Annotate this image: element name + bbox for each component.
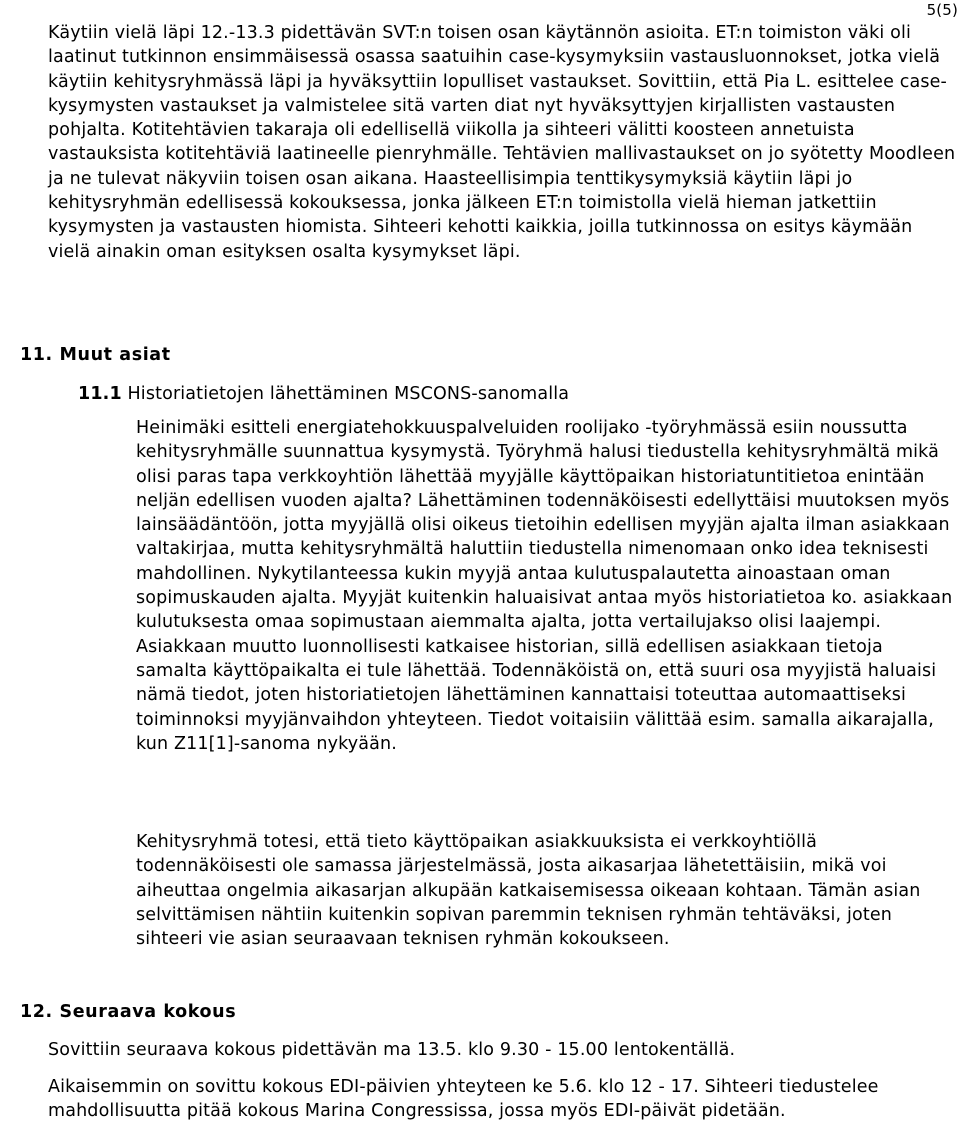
section-heading-seuraava-kokous: 12. Seuraava kokous <box>20 1002 237 1022</box>
edi-meeting-paragraph: Aikaisemmin on sovittu kokous EDI-päivien yhteyteen ke 5.6. klo 12 - 17. Sihteeri tiedustelee mahdollisuutta pitää kokous Marina Congressissa, jossa myös EDI-päivät pidetään. <box>48 1077 879 1122</box>
section-heading-muut-asiat: 11. Muut asiat <box>20 345 171 365</box>
intro-paragraph: Käytiin vielä läpi 12.-13.3 pidettävän SVT:n toisen osan käytännön asioita. ET:n toimiston väki oli laatinut tutkinnon ensimmäisessä osassa saatuihin case-kysymyksiin vastausluonnokset, jotka vielä käytiin kehitysryhmässä läpi ja hyväksyttiin lopulliset vastaukset. Sovittiin, että Pia L. esittelee case-kysymysten vastaukset ja valmistelee sitä varten diat nyt hyväksyttyjen kirjallisten vastausten pohjalta. Kotitehtävien takaraja oli edellisellä viikolla ja sihteeri välitti koosteen annetuista vastauksista kotitehtäviä laatineelle pienryhmälle. Tehtävien mallivastaukset on jo syötetty Moodleen ja ne tulevat näkyviin toisen osan aikana. Haasteellisimpia tenttikysymyksiä käytiin läpi jo kehitysryhmän edellisessä kokouksessa, jonka jälkeen ET:n toimistolla vielä hieman jatkettiin kysymysten ja vastausten hiomista. Sihteeri kehotti kaikkia, joilla tutkinnossa on esitys käymään vielä ainakin oman esityksen osalta kysymykset läpi. <box>48 23 956 262</box>
subsection-heading-historiatietojen <box>78 382 569 406</box>
page-number: 5(5) <box>926 1 958 19</box>
subsection-paragraph-1: Heinimäki esitteli energiatehokkuuspalveluiden roolijako -työryhmässä esiin noussutta kehitysryhmälle suunnattua kysymystä. Työryhmä halusi tiedustella kehitysryhmältä mikä olisi paras tapa verkkoyhtiön lähettää myyjälle käyttöpaikan historiatuntitietoa enintään neljän edellisen vuoden ajalta? Lähettäminen todennäköisesti edellyttäisi muutoksen myös lainsäädäntöön, jotta myyjällä olisi oikeus tietoihin edellisen myyjän ajalta ilman asiakkaan valtakirjaa, mutta kehitysryhmältä haluttiin tiedustella nimenomaan onko idea teknisesti mahdollinen. Nykytilanteessa kukin myyjä antaa kulutuspalautetta ainoastaan oman sopimuskauden ajalta. Myyjät kuitenkin haluaisivat antaa myös historiatietoa ko. asiakkaan kulutuksesta omaa sopimustaan aiemmalta ajalta, jotta vertailujakso olisi laajempi. Asiakkaan muutto luonnollisesti katkaisee historian, sillä edellisen asiakkaan tietoja samalta käyttöpaikalta ei tule lähettää. Todennäköistä on, että suuri osa myyjistä haluaisi nämä tiedot, joten historiatietojen lähettäminen kannattaisi toteuttaa automaattiseksi toiminnoksi myyjänvaihdon yhteyteen. Tiedot voitaisiin välittää esim. samalla aikarajalla, kun Z11[1]-sanoma nykyään. <box>136 418 953 754</box>
subsection-number: 11.1 <box>78 384 122 404</box>
subsection-title: Historiatietojen lähettäminen MSCONS-sanomalla <box>121 384 570 404</box>
next-meeting-paragraph: Sovittiin seuraava kokous pidettävän ma 13.5. klo 9.30 - 15.00 lentokentällä. <box>48 1040 736 1060</box>
subsection-paragraph-2: Kehitysryhmä totesi, että tieto käyttöpaikan asiakkuuksista ei verkkoyhtiöllä todennäköisesti ole samassa järjestelmässä, josta aikasarjaa lähetettäisiin, mikä voi aiheuttaa ongelmia aikasarjan alkupään katkaisemisessa oikeaan kohtaan. Tämän asian selvittämisen nähtiin kuitenkin sopivan paremmin teknisen ryhmän tehtäväksi, joten sihteeri vie asian seuraavaan teknisen ryhmän kokoukseen. <box>136 832 921 950</box>
